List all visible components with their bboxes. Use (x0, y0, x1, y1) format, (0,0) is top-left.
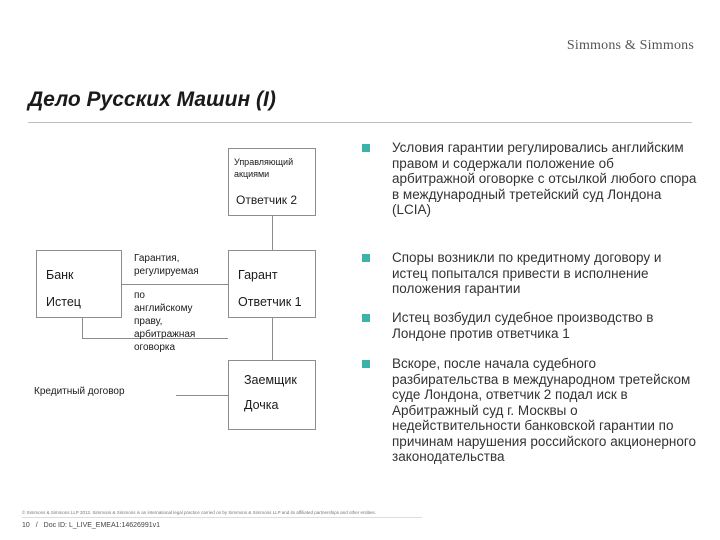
guarantee-label-rest-0: по (134, 290, 145, 301)
connector-bank-guarantor (122, 284, 228, 285)
bullet-square-icon (362, 254, 370, 262)
plaintiff-label: Истец (46, 295, 81, 309)
page-number: 10 (22, 522, 30, 529)
defendant1-label: Ответчик 1 (238, 295, 302, 309)
defendant2-label: Ответчик 2 (236, 193, 298, 207)
connector-manager-guarantor (272, 216, 273, 250)
bank-label: Банк (46, 268, 74, 282)
connector-bank-down (82, 318, 83, 338)
footer-separator: / (35, 522, 38, 529)
footer-copyright: © Simmons & Simmons LLP 2012. Simmons & Simmons is an international legal practice carried on by Simmons & Simmons LLP and its affiliated partnerships and other entities. (22, 510, 376, 515)
bullet-text-3: Истец возбудил судебное производство в Лондоне против ответчика 1 (392, 310, 654, 341)
borrower-label: Заемщик (244, 373, 297, 387)
company-logo: Simmons & Simmons (566, 38, 694, 53)
page-title: Дело Русских Машин (I) (28, 88, 276, 111)
subsidiary-label: Дочка (244, 398, 279, 412)
bullet-text-1: Условия гарантии регулировались английским правом и содержали положение об арбитражной оговорке с отсылкой любого спора в международный третейский суд Лондона (LCIA) (392, 140, 697, 217)
footer-divider (22, 517, 422, 518)
connector-guarantor-borrower (272, 318, 273, 360)
title-divider (28, 122, 692, 123)
bullet-text-4: Вскоре, после начала судебного разбирательства в международном третейском суде Лондона, ответчик 2 подал иск в Арбитражный суд г. Москвы о недействительности банковской гарантии по причинам нарушения российского акционерного законодательства (392, 356, 696, 464)
guarantee-label-line1: Гарантия, (134, 253, 180, 264)
credit-agreement-label: Кредитный договор (34, 386, 125, 397)
bullet-square-icon (362, 314, 370, 322)
document-id: Doc ID: L_LIVE_EMEA1:14626991v1 (43, 522, 161, 529)
bullet-square-icon (362, 360, 370, 368)
guarantee-label-rest-4: оговорка (134, 342, 176, 353)
borrower-box (228, 360, 316, 430)
guarantee-label-rest-3: арбитражная (134, 329, 196, 340)
guarantee-label-line2: регулируемая (134, 266, 199, 277)
manager-label-line2: акциями (234, 169, 270, 179)
footer-doc-id (22, 522, 160, 529)
guarantee-label-rest-2: праву, (134, 316, 163, 327)
guarantor-label: Гарант (238, 268, 278, 282)
connector-credit-borrower (176, 395, 228, 396)
bullet-text-2: Споры возникли по кредитному договору и истец попытался привести в исполнение положения гарантии (392, 250, 662, 296)
manager-label-line1: Управляющий (234, 157, 294, 167)
guarantee-label-rest-1: английскому (134, 303, 193, 314)
bullet-square-icon (362, 144, 370, 152)
